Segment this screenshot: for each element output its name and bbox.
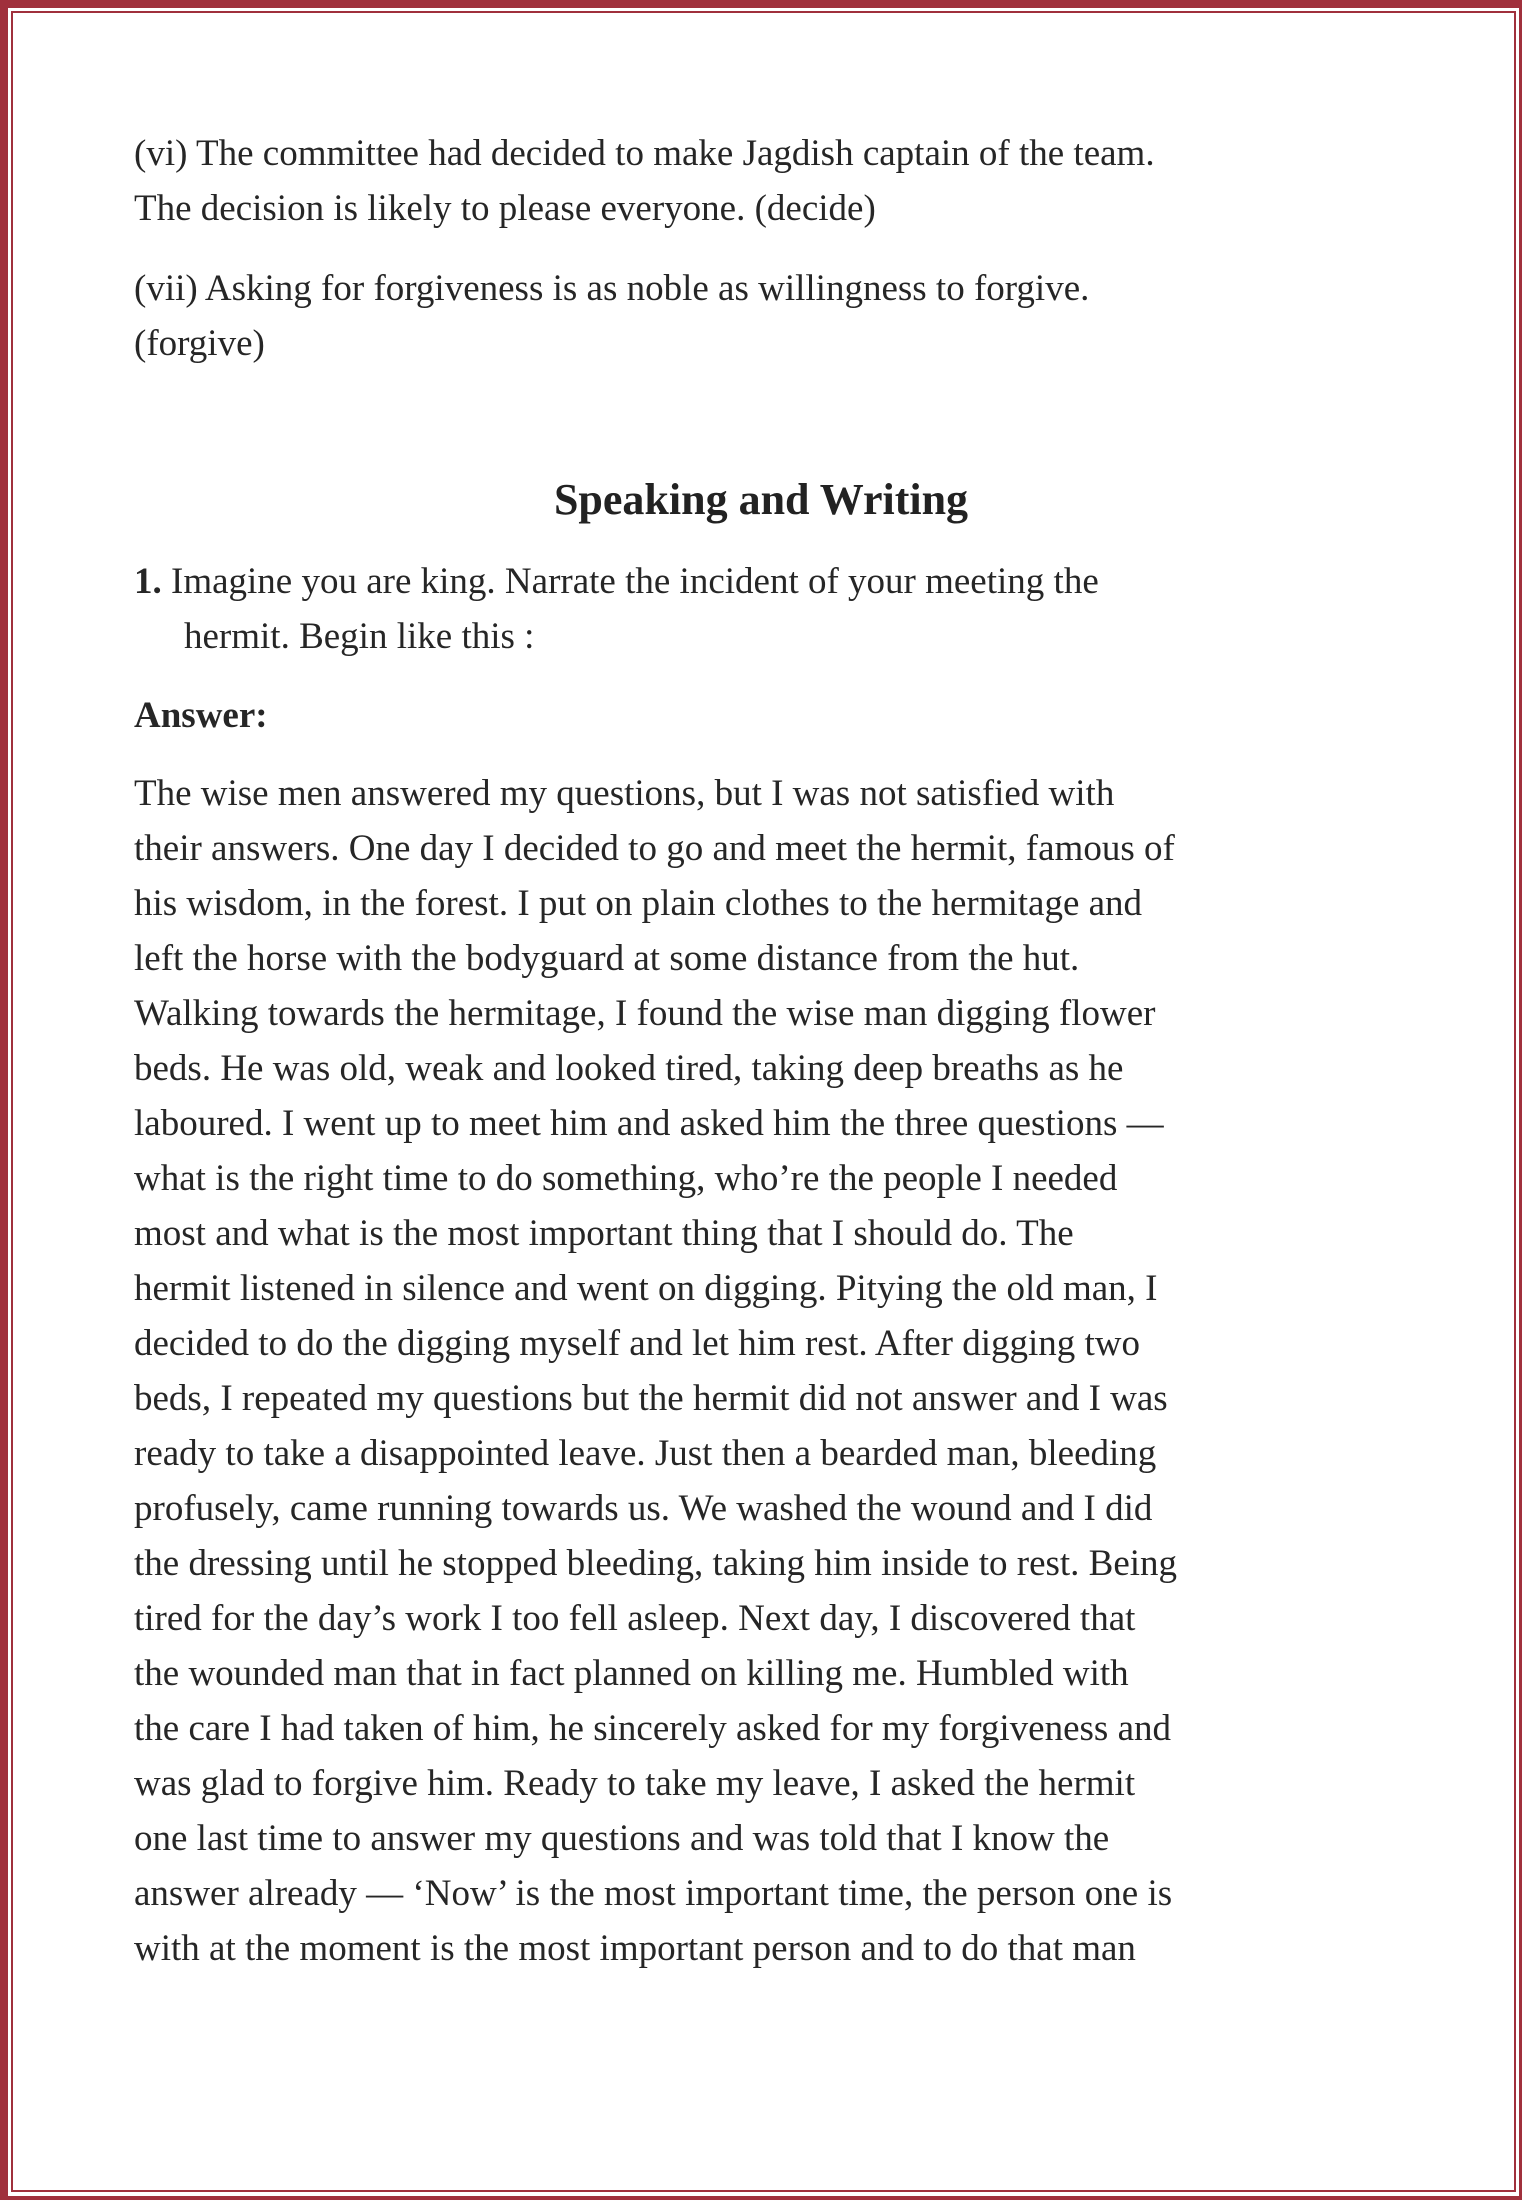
answer-label: Answer: bbox=[134, 695, 268, 736]
answer-line: ready to take a disappointed leave. Just then a bearded man, bleeding bbox=[134, 1433, 1157, 1474]
text-line: The decision is likely to please everyone. (decide) bbox=[134, 188, 876, 229]
exercise-item-vi bbox=[134, 126, 1155, 236]
answer-line: his wisdom, in the forest. I put on plain clothes to the hermitage and bbox=[134, 883, 1143, 924]
text-line: hermit. Begin like this : bbox=[184, 616, 535, 657]
text-line: (forgive) bbox=[134, 323, 265, 364]
answer-line: the dressing until he stopped bleeding, taking him inside to rest. Being bbox=[134, 1543, 1178, 1584]
text-line: (vii) Asking for forgiveness is as noble as willingness to forgive. bbox=[134, 268, 1090, 309]
answer-line: the care I had taken of him, he sincerely asked for my forgiveness and bbox=[134, 1708, 1171, 1749]
answer-line: with at the moment is the most important person and to do that man bbox=[134, 1928, 1136, 1969]
text-line: Imagine you are king. Narrate the incident of your meeting the bbox=[171, 561, 1099, 602]
answer-line: left the horse with the bodyguard at some distance from the hut. bbox=[134, 938, 1080, 979]
text-line: (vi) The committee had decided to make Jagdish captain of the team. bbox=[134, 133, 1155, 174]
answer-line: their answers. One day I decided to go and meet the hermit, famous of bbox=[134, 828, 1175, 869]
answer-line: The wise men answered my questions, but I was not satisfied with bbox=[134, 773, 1115, 814]
answer-line: beds, I repeated my questions but the hermit did not answer and I was bbox=[134, 1378, 1168, 1419]
answer-line: tired for the day’s work I too fell asleep. Next day, I discovered that bbox=[134, 1598, 1136, 1639]
section-heading: Speaking and Writing bbox=[553, 475, 969, 524]
question-number: 1. bbox=[134, 561, 162, 602]
answer-line: was glad to forgive him. Ready to take my leave, I asked the hermit bbox=[134, 1763, 1136, 1804]
question-1 bbox=[134, 554, 1099, 664]
exercise-item-vii bbox=[134, 261, 1089, 371]
answer-line: beds. He was old, weak and looked tired, taking deep breaths as he bbox=[134, 1048, 1124, 1089]
answer-line: answer already — ‘Now’ is the most important time, the person one is bbox=[134, 1873, 1173, 1914]
answer-line: what is the right time to do something, who’re the people I needed bbox=[134, 1158, 1118, 1199]
answer-line: laboured. I went up to meet him and asked him the three questions — bbox=[134, 1103, 1164, 1144]
answer-line: the wounded man that in fact planned on killing me. Humbled with bbox=[134, 1653, 1129, 1694]
answer-line: decided to do the digging myself and let him rest. After digging two bbox=[134, 1323, 1141, 1364]
answer-line: Walking towards the hermitage, I found the wise man digging flower bbox=[134, 993, 1156, 1034]
answer-line: one last time to answer my questions and was told that I know the bbox=[134, 1818, 1110, 1859]
answer-paragraph bbox=[134, 766, 1177, 1976]
answer-line: profusely, came running towards us. We washed the wound and I did bbox=[134, 1488, 1153, 1529]
answer-line: most and what is the most important thing that I should do. The bbox=[134, 1213, 1074, 1254]
answer-line: hermit listened in silence and went on digging. Pitying the old man, I bbox=[134, 1268, 1158, 1309]
